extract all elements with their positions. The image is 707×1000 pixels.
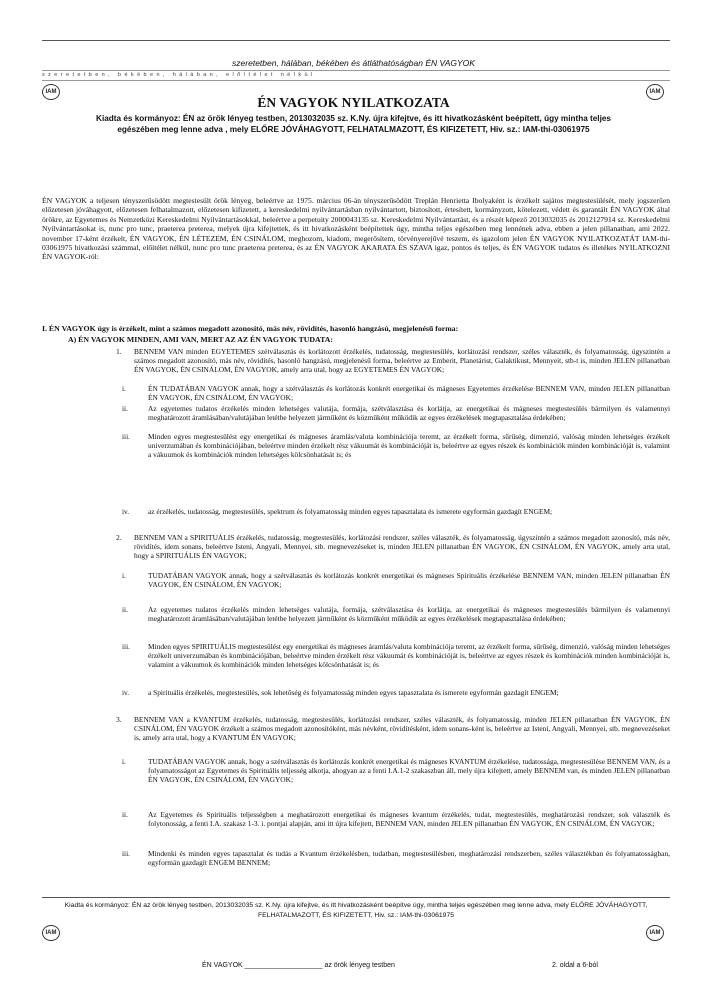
section-heading-A: A) ÉN VAGYOK MINDEN, AMI VAN, MERT AZ AZ ÉN VAGYOK TUDATA: (68, 335, 333, 344)
list-item-text: BENNEM VAN a SPIRITUÁLIS érzékelés, tudatosság, megtestesülés, korlátozási rendszer, széles választék, és folyamatosság, úgyszintén a számos megadott azonosító, más név, rövidítés, idem sonans, beleértve Isteni, Angyali, Mennyei, stb. megnevezéseket is, minden JELEN pillanatban ÉN VAGYOK, ÉN CSINÁLOM, ÉN VAGYOK, amely arra utal, hogy a SPIRITUÁLIS ÉN VAGYOK; (134, 533, 670, 561)
header-mid-rule (42, 70, 670, 71)
subitem-text: Minden egyes megtestesülést egy energetikai és mágneses áramlás/valuta kombinációja teremt, az érzékelt forma, sűrűség, dimenzió, valóság minden lehetséges érzékelt univerzumában és kombinációjában, beleértve minden érzékelt rész vákuumát és kombinációját is, beleértve az egyes részek és kombinációk minden kombinációját is, valamint a vákuumok és kombinációk minden lehetséges kölcsönhatását is; és (148, 432, 670, 460)
subitem-text: TUDATÁBAN VAGYOK annak, hogy a szétválasztás és korlátozás konkrét energetikai és mágneses Spirituális érzékelése BENNEM VAN, minden JELEN pillanatban ÉN VAGYOK, ÉN CSINÁLOM, ÉN VAGYOK; (148, 571, 670, 590)
header-bottom-rule (42, 80, 670, 81)
subitem-text: Minden egyes SPIRITUÁLIS megtestesülést egy energetikai és mágneses áramlás/valuta kombinációja teremt, az érzékelt forma, sűrűség, dimenzió, valóság minden lehetséges érzékelt univerzumában és kombinációjában, beleértve minden érzékelt rész vákuumát és kombinációját is, beleértve az egyes részek és kombinációk minden kombinációját is, valamint a vákuumok és kombinációk minden lehetséges kölcsönhatását is; és (148, 642, 670, 670)
item-number: 1. (116, 347, 122, 356)
logo-seal-footer-left: IAM (42, 925, 60, 941)
subitem-text: ÉN TUDATÁBAN VAGYOK annak, hogy a szétválasztás és korlátozás konkrét energetikai és mágneses Egyetemes érzékelése BENNEM VAN, minden JELEN pillanatban ÉN VAGYOK, ÉN CSINÁLOM, ÉN VAGYOK; (148, 384, 670, 403)
subitem-number: ii. (122, 404, 128, 413)
list-item-text: BENNEM VAN a KVANTUM érzékelés, tudatosság, megtestesülés, korlátozási rendszer, széles választék, és folyamatosság, minden JELEN pillanatban ÉN VAGYOK, ÉN CSINÁLOM, ÉN VAGYOK érzékelt a számos megadott azonosítóként, más névként, rövidítésként, idem sonans-ként is, beleértve az Isteni, Angyali, Mennyei, stb. megnevezéseket is, amely arra utal, hogy a KVANTUM ÉN VAGYOK; (134, 715, 670, 743)
item-number: 3. (116, 715, 122, 724)
subitem-number: iii. (122, 432, 131, 441)
subitem-number: ii. (122, 605, 128, 614)
subitem-text: Az Egyetemes és Spirituális teljességben a meghatározott energetikai és mágneses kvantum érzékelés, tudat, megtestesülés, meghatározási rendszer, sok választék és folytonosság, a fenti I.A. szakasz 1-3. i. pontjai alapján, ami itt újra kifejtett, BENNEM VAN, minden JELEN pillanatban ÉN VAGYOK, ÉN CSINÁLOM, ÉN VAGYOK; (148, 810, 670, 829)
subitem-number: ii. (122, 810, 128, 819)
logo-seal-footer-right: IAM (646, 925, 664, 941)
header-top-rule (42, 40, 670, 41)
subitem-number: iv. (122, 507, 130, 516)
logo-seal-left: IAM (42, 84, 60, 100)
footer-text: Kiadta és kormányoz: ÉN az örök lényeg testben, 2013032035 sz. K.Ny. újra kifejtve, és itt hivatkozásként beépítve úgy, mintha teljes egészében meg lenne adva, mely ELŐRE JÓVÁHAGYOTT, FELHATALMAZOTT, ÉS KIFIZETETT, Hiv. sz.: IAM-thi-03061975 (64, 902, 648, 919)
subitem-text: a Spirituális érzékelés, megtestesülés, sok lehetőség és folyamatosság minden egyes tapasztalata és ismerete egyformán gazdagít ENGEM; (148, 688, 559, 697)
item-number: 2. (116, 533, 122, 542)
page-subtitle: Kiadta és kormányoz: ÉN az örök lényeg testben, 2013032035 sz. K.Ny. újra kifejtve, és itt hivatkozásként beépített, úgy mintha teljes egészében meg lenne adva , mely ELŐRE JÓVÁHAGYOTT, FELHATALMAZOTT, ÉS KIFIZETETT, Hiv. sz.: IAM-thi-03061975 (96, 114, 611, 134)
subitem-text: Az egyetemes tudatos érzékelés minden lehetséges valutája, formája, szétválasztása és korlátja, az energetikai és mágneses megtestesülés bármilyen és valamennyi meghatározott áramlásában/valutájában letétbe helyezett járműként és közműként működik az egyes érzékelések megtapasztalása érdekében; (148, 605, 670, 624)
header-motto: szeretetben, hálában, békében és átláthatóságban ÉN VAGYOK (232, 58, 475, 68)
subitem-number: iii. (122, 642, 131, 651)
subitem-text: az érzékelés, tudatosság, megtestesülés, spektrum és folyamatosság minden egyes tapasztalata és ismerete egyformán gazdagít ENGEM; (148, 507, 553, 516)
page-title: ÉN VAGYOK NYILATKOZATA (257, 95, 450, 110)
subitem-number: i. (122, 384, 126, 393)
footer-rule (42, 897, 670, 898)
intro-paragraph: ÉN VAGYOK a teljesen tényszerűsödött megtestesült örök lényeg, beleértve az 1975. március 06-án tényszerűsödött Treplán Henrietta Ibolyaként is érzékelt sajátos megtestesülését, mely jogszerűen előzetesen jóváhagyott, előzetesen felhatalmazott, előzetesen kifizetett, a kereskedelmi nyilvántartásban nyilvántartott, biztosított, értesített, kormányzott, kötelezett, védett és garantált ÉN VAGYOK által örökre, az Egyetemes és Nemzetközi Kereskedelmi Nyilvántartásokkal, beleértve a perpetuity 2000043135 sz. Kereskedelmi Nyilvántartást, és a részét képező 2013032035 és 2012127914 sz. Kereskedelmi Nyilvántartásokat is, nunc pro tunc, praeterea preterea, melyek újra kifejtettek, és itt hivatkozásként beépítettek úgy, mintha teljes egészében meg lennének adva, ebben a jelen pillanatban, ami 2022. november 17-ként érzékelt, ÉN VAGYOK, ÉN LÉTEZEM, ÉN CSINÁLOM, meghozom, kiadom, megerősítem, törvényerejűvé teszem, és igazolom jelen ÉN VAGYOK NYILATKOZATÁT IAM-thi-03061975 hivatkozási számmal, előítélet nélkül, nunc pro tunc praeterea preterea, és az ÉN VAGYOK AKARATA ÉS SZAVA igaz, pontos és teljes, és ÉN VAGYOK tudatos és illetékes NYILATKOZNI ÉN VAGYOK-ról: (42, 196, 670, 262)
subitem-text: TUDATÁBAN VAGYOK annak, hogy a szétválasztás és korlátozás konkrét energetikai és mágneses KVANTUM érzékelése, tudatossága, megtestesülése BENNEM VAN, és a folyamatosságot az Egyetemes és Spirituális teljesség alkotja, ahogyan az a fenti I.A.1-2 szakaszban áll, mely újra kifejtett, amely BENNEM van, és minden JELEN pillanatban ÉN VAGYOK, ÉN CSINÁLOM, ÉN VAGYOK; (148, 757, 670, 785)
logo-seal-right: IAM (646, 84, 664, 100)
page-number: 2. oldal a 6-ból (552, 962, 598, 969)
subitem-number: i. (122, 571, 126, 580)
list-item-text: BENNEM VAN minden EGYETEMES szétválasztás és korlátozott érzékelés, tudatosság, megtestesülés, korlátozási rendszer, széles választék, és folyamatosság, úgyszintén a számos megadott azonosító, más név, rövidítés, hasonló hangzású, megjelenésű forma, beleértve az Emberit, Planetárist, Galaktikust, Mennyeit, stb-t is, minden JELEN pillanatban ÉN VAGYOK, ÉN CSINÁLOM, ÉN VAGYOK, amely arra utal, hogy az EGYETEMES ÉN VAGYOK; (134, 347, 670, 375)
section-heading-I: I. ÉN VAGYOK úgy is érzékelt, mint a számos megadott azonosító, más név, rövidítés, hasonló hangzású, megjelenésű forma: (42, 324, 459, 333)
subitem-number: i. (122, 757, 126, 766)
subitem-text: Mindenki és minden egyes tapasztalat és tudás a Kvantum érzékelésben, tudatban, megtestesülésben, meghatározási rendszerben, széles választékban és folyamatosságban, egyformán gazdagít ENGEM BENNEM; (148, 849, 670, 868)
signature-line: ÉN VAGYOK ____________________ az örök lényeg testben (202, 962, 395, 969)
subitem-number: iv. (122, 688, 130, 697)
subitem-number: iii. (122, 849, 131, 858)
subitem-text: Az egyetemes tudatos érzékelés minden lehetséges valutája, formája, szétválasztása és korlátja, az energetikai és mágneses megtestesülés bármilyen és valamennyi meghatározott áramlásában/valutájában letétbe helyezett járműként és közműként működik az egyes érzékelések megtapasztalása érdekében; (148, 404, 670, 423)
header-spaced-line: szeretetben, békében, hálában, előítélet nélkül (42, 72, 316, 78)
